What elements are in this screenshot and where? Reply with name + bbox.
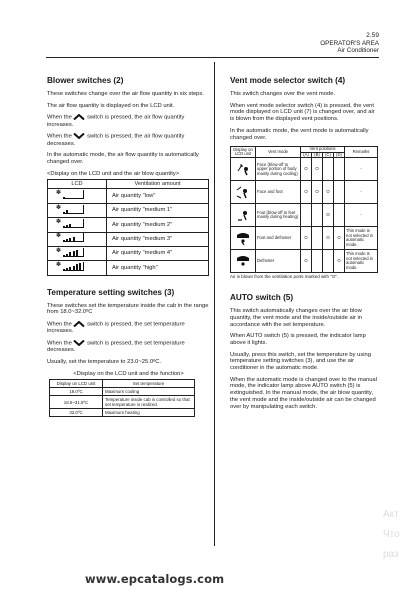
vent-row bbox=[231, 181, 378, 204]
blower-table bbox=[47, 179, 209, 275]
vent-mode-icon-cell bbox=[231, 250, 256, 273]
subsection-title: Air Conditioner bbox=[337, 47, 379, 55]
vent-mode-icon-cell bbox=[231, 158, 256, 181]
vent-mode-name: Face and foot bbox=[256, 181, 301, 204]
blower-p1: These switches change over the air flow quantity in six steps. bbox=[47, 91, 204, 97]
page-number: 2.59 bbox=[366, 32, 379, 39]
vent-position-mark: O bbox=[323, 181, 334, 204]
blower-row bbox=[48, 189, 209, 203]
vent-position-mark: O bbox=[312, 158, 323, 181]
auto-p1: This switch automatically changes over the air blow quantity, the vent mode and the inside/outside air in accordance with the set temperature. bbox=[230, 308, 363, 328]
fan-level-icon: ✽ bbox=[56, 248, 90, 257]
vent-title: Vent mode selector switch (4) bbox=[230, 76, 346, 85]
temperature-function: Maximum heating bbox=[103, 409, 195, 417]
ventilation-amount: Air quantity "medium 4" bbox=[107, 246, 209, 260]
temperature-display: 18.5~31.5ºC bbox=[50, 396, 103, 409]
vent-remark: - bbox=[345, 181, 378, 204]
temperature-col-display: Display on LCD unit bbox=[50, 380, 103, 388]
header-rule bbox=[46, 57, 379, 58]
vent-position-mark: O bbox=[323, 227, 334, 250]
vent-col-mode: Vent mode bbox=[256, 147, 301, 158]
vent-position-mark bbox=[312, 204, 323, 227]
vent-p2: When vent mode selector switch (4) is pressed, the vent mode displayed on LCD unit (7) is changed over, and air is blown from the displayed vent positions. bbox=[230, 102, 375, 123]
temperature-table-caption: <Display on the LCD unit and the function> bbox=[73, 370, 184, 377]
ventilation-amount: Air quantity "low" bbox=[107, 189, 209, 203]
temperature-col-set: Set temperature bbox=[103, 380, 195, 388]
temperature-row bbox=[50, 388, 195, 396]
vent-pos-d: (D) bbox=[334, 152, 345, 158]
auto-p4: When the automatic mode is changed over to the manual mode, the indicator lamp above AUTO switch (5) is extinguished. In the manual mode, the air blow quantity, the vent mode and the inside/outside air can be changed over by manipulating each switch. bbox=[230, 376, 377, 410]
vent-row bbox=[231, 227, 378, 250]
blower-p3 bbox=[47, 114, 210, 128]
vent-position-mark: O bbox=[301, 250, 312, 273]
vent-mode-name: Foot and defroster bbox=[256, 227, 301, 250]
vent-remark: This mode is not selected in automatic mode. bbox=[345, 250, 378, 273]
vent-position-mark bbox=[334, 181, 345, 204]
blower-p4-start: When the bbox=[47, 133, 72, 140]
fan-level-icon: ✽ bbox=[56, 219, 90, 228]
vent-position-mark: O bbox=[334, 250, 345, 273]
blower-title: Blower switches (2) bbox=[47, 76, 124, 85]
vent-col-remarks: Remarks bbox=[345, 147, 378, 158]
ghost-text-1: Акт bbox=[383, 509, 399, 520]
lcd-cell bbox=[48, 232, 107, 246]
vent-remark: - bbox=[345, 158, 378, 181]
ventilation-amount: Air quantity "medium 2" bbox=[107, 218, 209, 232]
temperature-p2-end: switch is pressed, the set temperature increases. bbox=[47, 321, 185, 335]
lcd-cell bbox=[48, 203, 107, 217]
temperature-row bbox=[50, 396, 195, 409]
vent-position-mark: O bbox=[301, 181, 312, 204]
vent-remark: - bbox=[345, 204, 378, 227]
temperature-p2 bbox=[47, 321, 210, 335]
blower-p4 bbox=[47, 133, 210, 147]
fan-level-icon: ✽ bbox=[56, 262, 90, 271]
temperature-p3 bbox=[47, 340, 210, 354]
temperature-table bbox=[49, 379, 195, 417]
vent-mode-name: Defroster bbox=[256, 250, 301, 273]
blower-col-amount: Ventilation amount bbox=[107, 180, 209, 189]
up-chevron-icon bbox=[73, 114, 85, 120]
blower-p3-start: When the bbox=[47, 114, 72, 121]
vent-row bbox=[231, 250, 378, 273]
blower-row bbox=[48, 218, 209, 232]
vent-mode-icon-cell bbox=[231, 181, 256, 204]
fan-level-icon: ✽ bbox=[56, 205, 90, 214]
blower-row bbox=[48, 232, 209, 246]
temperature-p1: These switches set the temperature inside the cab in the range from 18.0~32.0ºC bbox=[47, 302, 209, 316]
vent-position-mark: O bbox=[301, 227, 312, 250]
lcd-cell bbox=[48, 218, 107, 232]
temperature-p2-start: When the bbox=[47, 321, 72, 328]
vent-p3: In the automatic mode, the vent mode is automatically changed over. bbox=[230, 127, 369, 141]
page-header bbox=[320, 32, 379, 55]
vent-mode-icon bbox=[235, 208, 251, 222]
blower-p3-end: switch is pressed, the air flow quantity increases. bbox=[47, 114, 185, 128]
vent-mode-icon-cell bbox=[231, 227, 256, 250]
blower-row bbox=[48, 203, 209, 217]
ventilation-amount: Air quantity "medium 3" bbox=[107, 232, 209, 246]
fan-level-icon: ✽ bbox=[56, 233, 90, 242]
vent-mode-icon bbox=[235, 254, 251, 268]
vent-pos-c: (C) bbox=[323, 152, 334, 158]
section-title: OPERATOR'S AREA bbox=[320, 39, 379, 47]
down-chevron-icon bbox=[73, 340, 85, 346]
vent-pos-b: (B) bbox=[312, 152, 323, 158]
temperature-display: 32.0ºC bbox=[50, 409, 103, 417]
left-column bbox=[47, 76, 210, 417]
vent-position-mark bbox=[312, 227, 323, 250]
vent-position-mark bbox=[334, 204, 345, 227]
temperature-p3-end: switch is pressed, the set temperature decreases. bbox=[47, 340, 185, 354]
temperature-function: Temperature inside cab is controlled so that set temperature is realized. bbox=[103, 396, 195, 409]
temperature-p4: Usually, set the temperature to 23.0~25.0ºC. bbox=[47, 359, 161, 366]
vent-col-positions: Vent positions bbox=[301, 147, 345, 153]
temperature-p3-start: When the bbox=[47, 340, 72, 347]
auto-title: AUTO switch (5) bbox=[230, 293, 294, 303]
watermark: www.epcatalogs.com bbox=[85, 572, 225, 586]
blower-table-caption: <Display on the LCD unit and the air blow quantity> bbox=[47, 170, 180, 177]
blower-p4-end: switch is pressed, the air flow quantity decreases. bbox=[47, 133, 185, 147]
temperature-title: Temperature setting switches (3) bbox=[47, 287, 175, 297]
temperature-function: Maximum cooling bbox=[103, 388, 195, 396]
vent-mode-name: Face (blow-off to upper portion of body mainly during cooling) bbox=[256, 158, 301, 181]
up-chevron-icon bbox=[73, 321, 85, 327]
vent-footnote: Air is blown from the ventilation ports marked with "O". bbox=[230, 274, 339, 280]
temperature-row bbox=[50, 409, 195, 417]
auto-p3: Usually, press this switch, set the temperature by using temperature setting switches (3), and use the air conditioner in the automatic mode. bbox=[230, 351, 372, 372]
vent-position-mark: O bbox=[312, 181, 323, 204]
blower-row bbox=[48, 246, 209, 260]
vent-position-mark bbox=[301, 204, 312, 227]
ghost-text-2: Что bbox=[383, 529, 400, 540]
lcd-cell bbox=[48, 261, 107, 275]
vent-position-mark: O bbox=[301, 158, 312, 181]
vent-col-display: Display on LCD unit bbox=[231, 147, 256, 158]
vent-mode-icon bbox=[235, 185, 251, 199]
blower-col-lcd: LCD bbox=[48, 180, 107, 189]
vent-row bbox=[231, 204, 378, 227]
ghost-text-3: раз bbox=[383, 549, 399, 560]
vent-mode-icon bbox=[235, 162, 251, 176]
lcd-cell bbox=[48, 189, 107, 203]
vent-row bbox=[231, 158, 378, 181]
blower-p2: The air flow quantity is displayed on the LCD unit. bbox=[47, 102, 175, 109]
vent-position-mark: O bbox=[334, 227, 345, 250]
vent-pos-a: (A) bbox=[301, 152, 312, 158]
auto-p2: When AUTO switch (5) is pressed, the indicator lamp above it lights. bbox=[230, 333, 366, 346]
vent-position-mark bbox=[334, 158, 345, 181]
vent-mode-icon bbox=[235, 231, 251, 245]
vent-position-mark bbox=[323, 250, 334, 273]
vent-position-mark: O bbox=[323, 204, 334, 227]
blower-row bbox=[48, 261, 209, 275]
lcd-cell bbox=[48, 246, 107, 260]
right-column bbox=[230, 76, 380, 415]
column-divider bbox=[214, 62, 215, 546]
blower-p5: In the automatic mode, the air flow quantity is automatically changed over. bbox=[47, 152, 199, 165]
fan-level-icon: ✽ bbox=[56, 190, 90, 199]
temperature-display: 18.0ºC bbox=[50, 388, 103, 396]
vent-mode-name: Foot (blow-off to feet mainly during heating) bbox=[256, 204, 301, 227]
vent-mode-icon-cell bbox=[231, 204, 256, 227]
vent-position-mark bbox=[312, 250, 323, 273]
vent-position-mark bbox=[323, 158, 334, 181]
vent-remark: This mode is not selected in automatic mode. bbox=[345, 227, 378, 250]
ventilation-amount: Air quantity "high" bbox=[107, 261, 209, 275]
vent-p1: This switch changes over the vent mode. bbox=[230, 91, 336, 97]
ventilation-amount: Air quantity "medium 1" bbox=[107, 203, 209, 217]
vent-table bbox=[230, 146, 378, 273]
down-chevron-icon bbox=[73, 133, 85, 139]
